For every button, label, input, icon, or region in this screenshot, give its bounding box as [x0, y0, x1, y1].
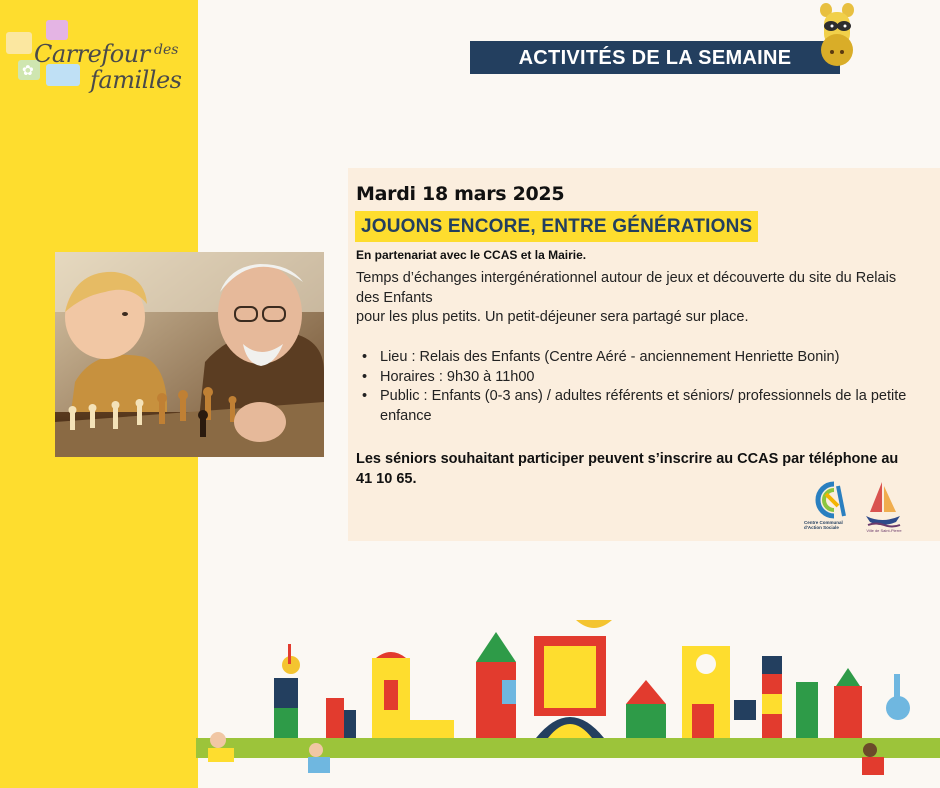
- carrefour-des-familles-logo[interactable]: [4, 18, 194, 98]
- chess-players-photo: [55, 252, 324, 457]
- logo-text-familles: familles: [90, 66, 182, 94]
- detail-location: • Lieu : Relais des Enfants (Centre Aéré - anciennement Henriette Bonin): [362, 348, 922, 368]
- ccas-logo-text: Centre Communal d'Action Sociale: [804, 520, 843, 530]
- giraffe-mascot-icon: [804, 2, 870, 72]
- description-line-1: Temps d’échanges intergénérationnel autour de jeux et découverte du site du Relais des Enfants: [356, 270, 897, 306]
- detail-hours: • Horaires : 9h30 à 11h00: [362, 368, 922, 388]
- event-description: [356, 269, 916, 328]
- building-blocks-illustration: [196, 600, 940, 788]
- flower-icon: ✿: [22, 62, 34, 78]
- week-activities-banner: ACTIVITÉS DE LA SEMAINE: [470, 41, 840, 74]
- description-line-2: pour les plus petits. Un petit-déjeuner sera partagé sur place.: [356, 309, 749, 325]
- logo-text-carrefour: Carrefour: [34, 40, 150, 68]
- event-details-list: [362, 348, 922, 426]
- detail-audience: • Public : Enfants (0-3 ans) / adultes référents et séniors/ professionnels de la petite enfance: [362, 387, 922, 426]
- registration-info: Les séniors souhaitant participer peuvent s’inscrire au CCAS par téléphone au 41 10 65.: [356, 451, 899, 487]
- event-date: Mardi 18 mars 2025: [356, 183, 565, 205]
- ville-logo-text: Ville de Saint-Pierre: [866, 528, 902, 533]
- logo-text-des: des: [154, 42, 179, 58]
- event-title: JOUONS ENCORE, ENTRE GÉNÉRATIONS: [355, 211, 758, 242]
- partnership-note: En partenariat avec le CCAS et la Mairie.: [356, 248, 587, 262]
